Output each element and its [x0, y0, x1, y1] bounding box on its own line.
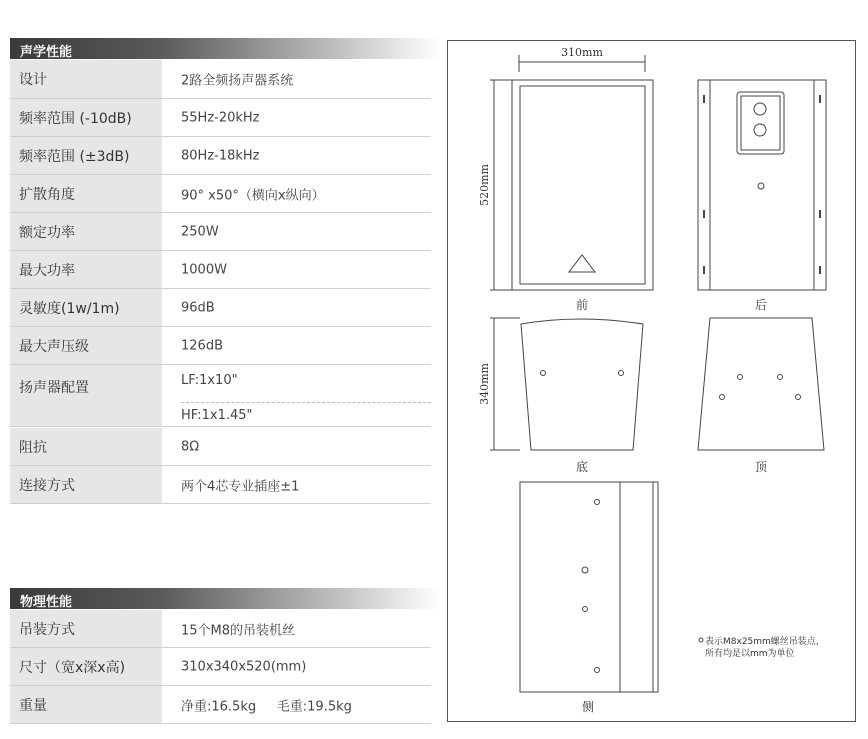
note-line-2: 所有均是以mm为单位: [705, 649, 795, 659]
spec-value: 净重:16.5kg 毛重:19.5kg: [181, 699, 352, 714]
physical-section-title: 物理性能: [20, 595, 73, 610]
top-view-caption: 顶: [755, 460, 768, 474]
spec-value: 126dB: [181, 338, 223, 353]
acoustic-section-title: 声学性能: [20, 45, 73, 60]
spec-value-hf: HF:1x1.45": [181, 408, 253, 423]
spec-value: 8Ω: [181, 439, 200, 454]
spec-label: 重量: [19, 697, 47, 714]
spec-value: 310x340x520(mm): [181, 659, 307, 674]
spec-label: 连接方式: [19, 477, 75, 494]
spec-value: 1000W: [181, 262, 227, 277]
spec-label: 扩散角度: [19, 186, 75, 203]
depth-dimension-label: 340mm: [478, 363, 491, 405]
note-line-1: 表示M8x25mm螺丝吊装点，: [705, 637, 825, 647]
spec-label: 阻抗: [19, 439, 47, 456]
spec-value: 90° x50°（横向x纵向）: [181, 188, 325, 203]
bottom-view-caption: 底: [576, 460, 589, 474]
spec-label: 频率范围 (-10dB): [19, 110, 132, 127]
spec-value: 15个M8的吊装机丝: [181, 623, 296, 638]
spec-value: 2路全频扬声器系统: [181, 73, 294, 89]
width-dimension-label: 310mm: [561, 46, 603, 59]
spec-label: 吊装方式: [19, 621, 75, 638]
spec-label: 尺寸（宽x深x高): [19, 659, 126, 676]
spec-label: 扬声器配置: [19, 380, 89, 396]
spec-label: 最大声压级: [19, 338, 89, 355]
spec-value-lf: LF:1x10": [181, 373, 238, 388]
height-dimension-label: 520mm: [478, 164, 491, 206]
spec-label: 额定功率: [19, 224, 75, 241]
back-view-caption: 后: [755, 298, 768, 312]
spec-label: 最大功率: [19, 262, 75, 279]
spec-label: 频率范围 (±3dB): [19, 148, 130, 165]
spec-value: 两个4芯专业插座±1: [181, 479, 300, 494]
mounting-note: [705, 636, 825, 660]
spec-value: 55Hz-20kHz: [181, 110, 260, 125]
spec-value: 250W: [181, 224, 219, 239]
spec-value: 80Hz-18kHz: [181, 148, 260, 163]
side-view-caption: 侧: [582, 700, 595, 714]
spec-label: 设计: [19, 72, 47, 88]
spec-label: 灵敏度(1w/1m): [19, 300, 120, 317]
spec-value: 96dB: [181, 300, 215, 315]
front-view-caption: 前: [576, 298, 589, 312]
